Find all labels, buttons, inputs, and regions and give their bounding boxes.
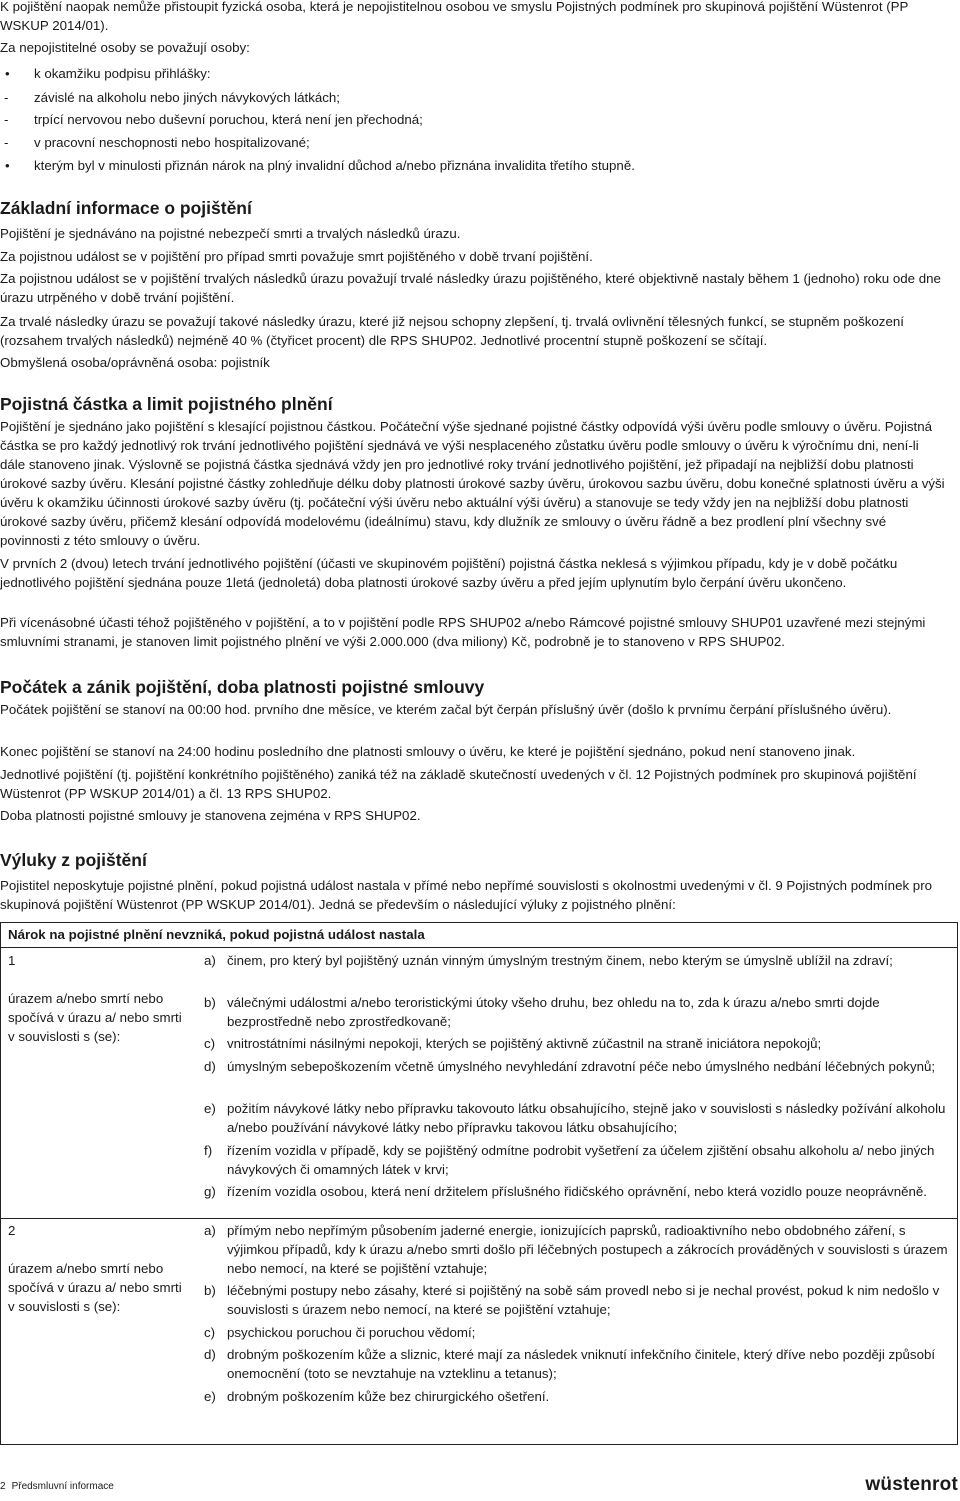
exclusions-table-header: Nárok na pojistné plnění nevzniká, pokud pojistná událost nastala [1, 923, 957, 948]
list-item [204, 1034, 949, 1053]
section-heading-basic-info: Základní informace o pojištění [0, 198, 252, 218]
dash-icon: - [4, 112, 9, 127]
list-item [204, 1323, 949, 1342]
item-text: úmyslným sebepoškozením včetně úmyslného nevyhledání zdravotní péče nebo úmyslného nedbání léčebných pokynů; [227, 1059, 936, 1074]
item-text: válečnými událostmi a/nebo teroristickými útoky všeho druhu, bez ohledu na to, zda k úrazu a/nebo smrti dojde bezprostředně nebo zprostředkovaně; [227, 995, 880, 1029]
dash-icon: - [4, 90, 9, 105]
item-letter: e) [204, 1101, 216, 1116]
list-item [204, 1057, 949, 1076]
exclusions-paragraph-1: Pojistitel neposkytuje pojistné plnění, pokud pojistná událost nastala v přímé nebo nepřímé souvislosti s okolnostmi uvedenými v čl. 9 Pojistných podmínek pro skupinová pojištění Wüstenrot (PP WSKUP 2014/01). Jedná se především o následující výluky z pojistného plnění: [0, 878, 933, 912]
list-item [204, 1281, 949, 1319]
list-item [204, 1345, 949, 1383]
item-text: léčebnými postupy nebo zásahy, které si pojištěný na sobě sám provedl nebo si je nechal provést, pokud k nim nedošlo v souvislosti s úrazem nebo nemocí, na které se pojištění vztahuje; [227, 1283, 940, 1317]
list-item [204, 1221, 949, 1278]
basic-paragraph-4: Za trvalé následky úrazu se považují takové následky úrazu, které již nejsou schopny zlepšení, tj. trvalá ovlivnění tělesných funkcí, se stupněm poškození (rozsahem trvalých následků) nejméně 40 % (čtyřicet procent) dle RPS SHUP02. Jednotlivé procentní stupně poškození se sčítají. [0, 314, 904, 348]
list-item [204, 1099, 949, 1137]
item-text: činem, pro který byl pojištěný uznán vinným úmyslným trestným činem, nebo kterým se úmyslně ublížil na zdraví; [227, 953, 893, 968]
row-description: úrazem a/nebo smrtí nebo spočívá v úrazu a/ nebo smrti v souvislosti s (se): [8, 1261, 182, 1314]
list-item [204, 1182, 949, 1201]
item-letter: a) [204, 953, 216, 968]
item-text: přímým nebo nepřímým působením jaderné energie, ionizujících paprsků, radioaktivního nebo obdobného záření, s výjimkou případů, kdy k úrazu a/nebo smrti došlo při léčebných postupech a zákrocích prováděných v souvislosti s úrazem nebo nemocí, na které se pojištění vztahuje; [227, 1223, 948, 1276]
list-item [204, 1387, 949, 1406]
basic-paragraph-5: Obmyšlená osoba/oprávněná osoba: pojistník [0, 355, 270, 370]
item-letter: d) [204, 1059, 216, 1074]
item-letter: f) [204, 1143, 213, 1158]
table-row-label [8, 1221, 188, 1316]
bullet-icon: • [5, 66, 10, 81]
item-letter: c) [204, 1325, 216, 1340]
item-text: psychickou poruchou či poruchou vědomí; [227, 1325, 476, 1340]
item-letter: a) [204, 1223, 216, 1238]
wustenrot-logo: wüstenrot [865, 1474, 958, 1495]
item-text: řízením vozidla v případě, kdy se pojištěný odmítne podrobit vyšetření za účelem zjištění obsahu alkoholu a/ nebo jiných návykových či omamných látek v krvi; [227, 1143, 935, 1177]
start-paragraph-1: Počátek pojištění se stanoví na 00:00 hod. prvního dne měsíce, ve kterém začal být čerpán příslušný úvěr (došlo k prvnímu čerpání příslušného úvěru). [0, 702, 892, 717]
row-number: 2 [8, 1223, 16, 1238]
section-heading-insured-amount: Pojistná částka a limit pojistného plnění [0, 394, 333, 414]
dash-item-2: trpící nervovou nebo duševní poruchou, která není jen přechodná; [34, 112, 423, 127]
intro-paragraph-1: K pojištění naopak nemůže přistoupit fyzická osoba, která je nepojistitelnou osobou ve smyslu Pojistných podmínek pro skupinová pojištění Wüstenrot (PP WSKUP 2014/01). [0, 0, 909, 33]
start-paragraph-3: Jednotlivé pojištění (tj. pojištění konkrétního pojištěného) zaniká též na základě skutečností uvedených v čl. 12 Pojistných podmínek pro skupinová pojištění Wüstenrot (PP WSKUP 2014/01) a čl. 13 RPS SHUP02. [0, 767, 917, 801]
bullet-item-1: k okamžiku podpisu přihlášky: [34, 66, 211, 81]
item-text: řízením vozidla osobou, která není držitelem příslušného řidičského oprávnění, nebo která vozidlo pouze neoprávněně. [227, 1184, 927, 1199]
amount-paragraph-2: V prvních 2 (dvou) letech trvání jednotlivého pojištění (účasti ve skupinovém pojištění) pojistná částka neklesá s výjimkou případu, kdy je v době počátku jednotlivého pojištění sjednána pouze 1letá (jednoletá) doba platnosti úrokové sazby úvěru a před jejím uplynutím bylo čerpání úvěru ukončeno. [0, 556, 898, 590]
dash-item-1: závislé na alkoholu nebo jiných návykových látkách; [34, 90, 341, 105]
section-heading-start-end: Počátek a zánik pojištění, doba platnosti pojistné smlouvy [0, 677, 485, 697]
item-letter: c) [204, 1036, 216, 1051]
table-row-label [8, 951, 188, 1046]
dash-item-3: v pracovní neschopnosti nebo hospitalizované; [34, 135, 310, 150]
page-footer-label: Předsmluvní informace [11, 1481, 114, 1492]
item-text: drobným poškozením kůže bez chirurgického ošetření. [227, 1389, 550, 1404]
item-text: vnitrostátními násilnými nepokoji, kterých se pojištěný aktivně zúčastnil na straně iniciátora nepokojů; [227, 1036, 822, 1051]
item-letter: d) [204, 1347, 216, 1362]
list-item [204, 993, 949, 1031]
item-letter: g) [204, 1184, 216, 1199]
row-number: 1 [8, 953, 16, 968]
start-paragraph-4: Doba platnosti pojistné smlouvy je stanovena zejména v RPS SHUP02. [0, 808, 421, 823]
intro-paragraph-2: Za nepojistitelné osoby se považují osoby: [0, 40, 250, 55]
exclusions-table [0, 922, 958, 1445]
bullet-icon: • [5, 158, 10, 173]
start-paragraph-2: Konec pojištění se stanoví na 24:00 hodinu posledního dne platnosti smlouvy o úvěru, ke které je pojištění sjednáno, pokud není stanoveno jinak. [0, 744, 856, 759]
basic-paragraph-2: Za pojistnou událost se v pojištění pro případ smrti považuje smrt pojištěného v době trvaní pojištění. [0, 249, 593, 264]
row-divider [1, 1218, 957, 1219]
item-text: požitím návykové látky nebo přípravku takovouto látku obsahujícího, stejně jako v souvislosti s následky požívání alkoholu a/nebo používání návykové látky nebo přípravku takovou látku obsahujícího; [227, 1101, 946, 1135]
bullet-item-2: kterým byl v minulosti přiznán nárok na plný invalidní důchod a/nebo přiznána invalidita třetího stupně. [34, 158, 635, 173]
row-description: úrazem a/nebo smrtí nebo spočívá v úrazu a/ nebo smrti v souvislosti s (se): [8, 991, 182, 1044]
list-item [204, 951, 949, 970]
amount-paragraph-1: Pojištění je sjednáno jako pojištění s klesající pojistnou částkou. Počáteční výše sjednané pojistné částky odpovídá výši úvěru podle smlouvy o úvěru. Pojistná částka se pro každý jednotlivý rok trvání jednotlivého pojištění sjednává ve výši nesplaceného zůstatku úvěru podle smlouvy o úvěru k výročnímu dni, není-li dále stanoveno jinak. Výslovně se pojistná částka sjednává vždy jen pro jednotlivé roky trvání jednotlivého pojištění, jež připadají na nejbližší dobu platnosti úrokové sazby úvěru. Klesání pojistné částky zohledňuje délku doby platnosti úrokové sazby úvěru, úrokovou sazbu úvěru, dobu konečné splatnosti úvěru a výši úvěru k okamžiku účinnosti úrokové sazby úvěru (tj. počáteční výši úvěru nebo aktuální výši úvěru) a stanovuje se tedy vždy jen na nejbližší dobu platnosti úrokové sazby úvěru, přičemž klesání odpovídá modelovému (ideálnímu) stavu, kdy dlužník ze smlouvy o úvěru řádně a bez prodlení plní všechny své povinnosti z této smlouvy o úvěru. [0, 419, 945, 548]
item-letter: e) [204, 1389, 216, 1404]
basic-paragraph-1: Pojištění je sjednáváno na pojistné nebezpečí smrti a trvalých následků úrazu. [0, 226, 461, 241]
basic-paragraph-3: Za pojistnou událost se v pojištění trvalých následků úrazu považují trvalé následky úrazu pojištěného, které objektivně nastaly během 1 (jednoho) roku ode dne úrazu utrpěného v době trvání pojištění. [0, 271, 941, 305]
item-letter: b) [204, 1283, 216, 1298]
page-footer [0, 1481, 114, 1493]
item-letter: b) [204, 995, 216, 1010]
amount-paragraph-3: Při vícenásobné účasti téhož pojištěného v pojištění, a to v pojištění podle RPS SHUP02 a/nebo Rámcové pojistné smlouvy SHUP01 uzavřené mezi stejnými smluvními stranami, je stanoven limit pojistného plnění ve výši 2.000.000 (dva miliony) Kč, podrobně je to stanoveno v RPS SHUP02. [0, 615, 926, 649]
page-number: 2 [0, 1481, 6, 1492]
dash-icon: - [4, 135, 9, 150]
section-heading-exclusions: Výluky z pojištění [0, 850, 147, 870]
list-item [204, 1141, 949, 1179]
item-text: drobným poškozením kůže a sliznic, které mají za následek vniknutí infekčního činitele, který dříve nebo později způsobí onemocnění (toto se nevztahuje na vzteklinu a tetanus); [227, 1347, 936, 1381]
